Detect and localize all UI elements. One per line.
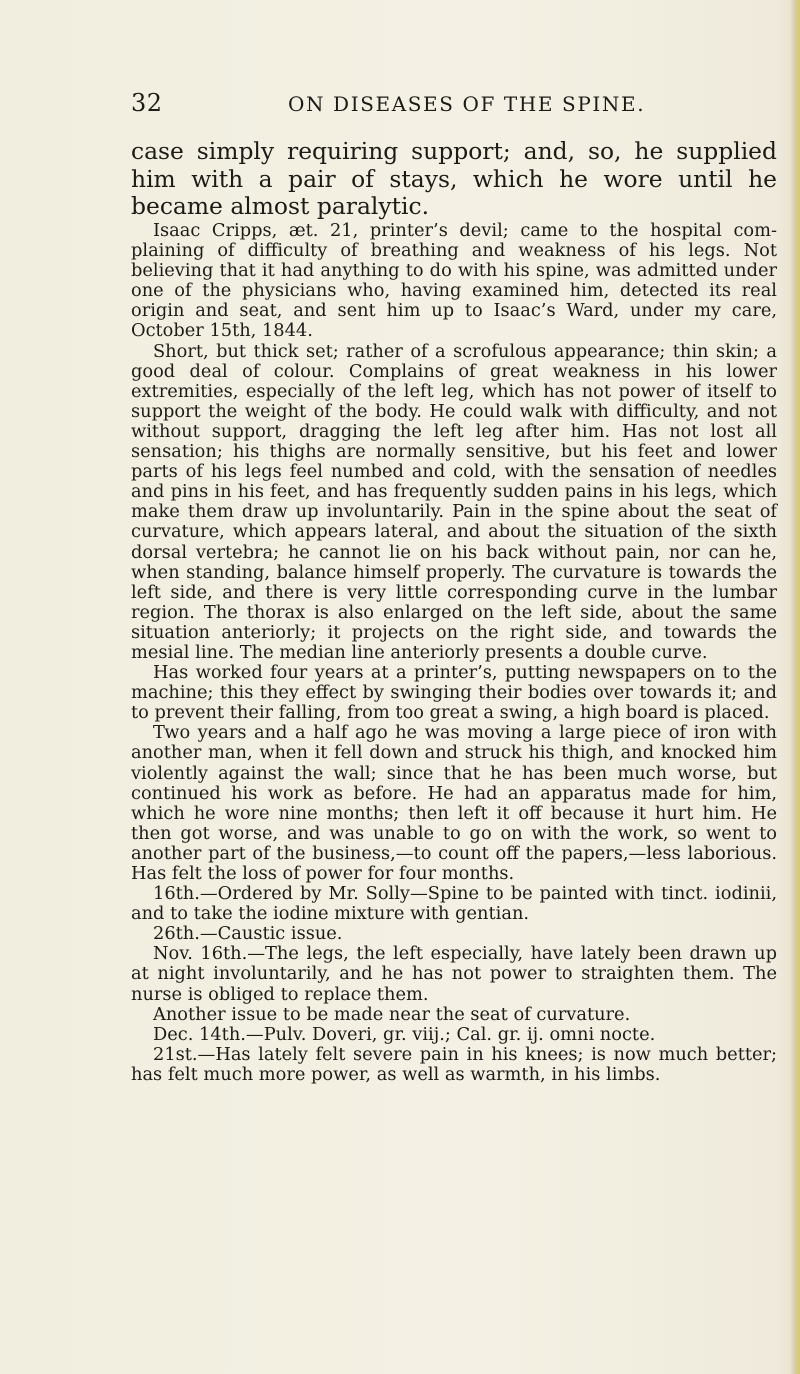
opening-paragraph: case simply requiring support; and, so, he supplied him with a pair of stays, which he wore until he became almost paralytic. xyxy=(131,137,777,221)
paragraph-text: Dec. 14th.—Pulv. Doveri, gr. viij.; Cal. gr. ij. omni nocte. xyxy=(153,1023,656,1045)
paragraph-26th xyxy=(131,924,777,944)
paragraph-history xyxy=(131,723,777,884)
paragraph-occupation xyxy=(131,663,777,723)
paragraph-text: 16th.—Ordered by Mr. Solly—Spine to be painted with tinct. iodinii, and to take the iodine mixture with gentian. xyxy=(131,883,777,925)
paragraph-another-issue xyxy=(131,1005,777,1025)
body-text xyxy=(131,221,777,1085)
paragraph-dec-14th xyxy=(131,1025,777,1045)
paragraph-text: Isaac Cripps, æt. 21, printer’s devil; came to the hospital com- plaining of difficulty of breathing and weakness of his legs. Not believing that it had anything to do with his spine, was admitted under one of the physicians who, having examined him, detected its real origin and seat, and sent him up to Isaac’s Ward, under my care, October 15th, 1844. xyxy=(131,220,777,342)
paragraph-text: Two years and a half ago he was moving a large piece of iron with another man, when it fell down and struck his thigh, and knocked him violently against the wall; since that he has been much worse, but continued his work as before. He had an apparatus made for him, which he wore nine months; then left it off because it hurt him. He then got worse, and was unable to go on with the work, so went to another part of the business,—to count off the papers,—less laborious. Has felt the loss of power for four months. xyxy=(131,722,777,884)
paragraph-text: Another issue to be made near the seat of curvature. xyxy=(153,1003,631,1025)
paragraph-case-intro xyxy=(131,221,777,342)
page-edge xyxy=(790,0,800,1374)
paragraph-symptoms xyxy=(131,342,777,664)
paragraph-text: 21st.—Has lately felt severe pain in his knees; is now much better; has felt much more power, as well as warmth, in his limbs. xyxy=(131,1043,777,1085)
paragraph-text: 26th.—Caustic issue. xyxy=(153,923,343,945)
running-title: ON DISEASES OF THE SPINE. xyxy=(288,92,646,116)
paragraph-21st xyxy=(131,1045,777,1085)
page-number: 32 xyxy=(131,89,163,117)
paragraph-16th xyxy=(131,884,777,924)
running-head xyxy=(0,88,800,118)
paragraph-nov-16th xyxy=(131,944,777,1004)
paragraph-text: Has worked four years at a printer’s, putting newspapers on to the machine; this they effect by swinging their bodies over towards it; and to prevent their falling, from too great a swing, a high board is placed. xyxy=(131,662,777,724)
paragraph-text: Nov. 16th.—The legs, the left especially, have lately been drawn up at night involuntarily, and he has not power to straighten them. The nurse is obliged to replace them. xyxy=(131,943,777,1005)
paragraph-text: Short, but thick set; rather of a scrofulous appearance; thin skin; a good deal of colour. Complains of great weakness in his lower extremities, especially of the left leg, which has not power of itself to support the weight of the body. He could walk with difficulty, and not without support, dragging the left leg after him. Has not lost all sensation; his thighs are normally sensitive, but his feet and lower parts of his legs feel numbed and cold, with the sensation of needles and pins in his feet, and has frequently sudden pains in his legs, which make them draw up involuntarily. Pain in the spine about the seat of curvature, which appears lateral, and about the situation of the sixth dorsal vertebra; he cannot lie on his back without pain, nor can he, when standing, balance himself properly. The curvature is towards the left side, and there is very little corresponding curve in the lumbar region. The thorax is also enlarged on the left side, about the same situation anteriorly; it projects on the right side, and towards the mesial line. The median line anteriorly presents a double curve. xyxy=(131,340,777,663)
